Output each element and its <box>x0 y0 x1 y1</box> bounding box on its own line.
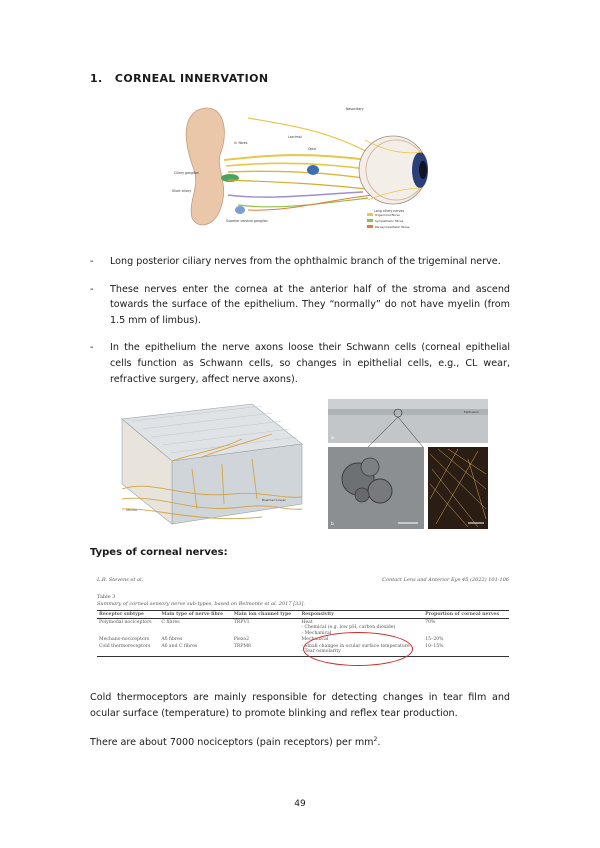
table-cell: Heat - Chemical (e.g. low pH, carbon dioxide) - Mechanical <box>301 619 396 636</box>
table-caption: Summary of corneal sensory nerve sub-types, based on Belmonte et al. 2017 [33]. <box>97 601 305 607</box>
microscopy-figure <box>328 399 488 529</box>
microscopy-panels <box>328 399 488 529</box>
label-epithelium: Epithelium <box>464 410 479 414</box>
paragraph-cold-thermoceptors: Cold thermoceptors are mainly responsible for detecting changes in tear film and ocular surface (temperature) to promote blinking and reflex tear production. <box>90 692 510 719</box>
label-long-ciliary: Long ciliary nerves <box>374 209 405 213</box>
types-heading: Types of corneal nerves: <box>90 547 228 558</box>
table-cell: Aδ and C fibres <box>159 643 231 656</box>
table-cell: C fibres <box>161 619 180 625</box>
bullet-text: Long posterior ciliary nerves from the ophthalmic branch of the trigeminal nerve. <box>110 256 501 267</box>
bullet-item <box>90 340 510 387</box>
table-cell: TRPV1 <box>233 619 250 625</box>
nociceptor-text: There are about 7000 nociceptors (pain receptors) per mm <box>90 737 374 748</box>
label-stroma: Stroma <box>126 508 137 512</box>
table-row <box>97 619 509 637</box>
table-cell: 15–20% <box>425 637 444 643</box>
header-cell: Main type of nerve fibre <box>159 611 231 619</box>
superscript: 2 <box>373 735 378 743</box>
panel-a-label: a <box>331 436 334 441</box>
legend-swatch-parasympathetic <box>367 225 373 228</box>
bullet-dash: - <box>90 342 94 354</box>
table-cell: 10–15% <box>423 643 509 656</box>
label-optic: Optic <box>308 147 317 151</box>
paragraph-nociceptors <box>90 735 510 751</box>
bullet-list <box>90 254 510 399</box>
nociceptor-text-end: . <box>377 737 381 748</box>
innervation-anatomy-figure <box>168 100 430 238</box>
bullet-text: In the epithelium the nerve axons loose their Schwann cells (corneal epithelial cells function as Schwann cells, so changes in epithelial cells, e.g., CL wear, refractive surgery, affect nerve axons). <box>110 342 510 385</box>
label-short-ciliary: Short ciliary <box>172 189 192 193</box>
bullet-dash: - <box>90 283 94 295</box>
table-cell: TRPM8 <box>232 643 300 656</box>
table-cell: Mechanical <box>301 637 329 643</box>
plexus-illustration <box>112 399 308 529</box>
header-cell: Proportion of corneal nerves <box>423 611 509 619</box>
legend-label-parasympathetic: Parasympathetic fibres <box>375 225 410 229</box>
table-cell: Polymodal nociceptors <box>99 619 152 625</box>
label-nasociliary: Nasociliary <box>346 107 364 111</box>
label-lacrimal: Lacrimal <box>288 135 302 139</box>
legend-swatch-sympathetic <box>367 219 373 222</box>
table-cell: Aδ fibres <box>161 637 183 643</box>
anatomy-illustration <box>168 100 430 238</box>
bullet-item <box>90 282 510 329</box>
highlight-oval <box>303 632 413 666</box>
label-superior-cervical-ganglion: Superior cervical ganglion <box>226 219 268 223</box>
legend-label-trigeminal: Trigeminal fibres <box>375 213 400 217</box>
header-cell: Receptor subtype <box>97 611 159 619</box>
table-row <box>97 637 509 644</box>
table-label: Table 3 <box>97 594 116 600</box>
label-ciliary-ganglion: Ciliary ganglion <box>174 171 199 175</box>
header-cell: Main ion channel type <box>232 611 300 619</box>
nerve-subtypes-table-excerpt <box>97 577 509 687</box>
ciliary-ganglion-shape <box>307 165 319 175</box>
table-cell: Cold thermoreceptors <box>97 643 159 656</box>
legend-label-sympathetic: Sympathetic fibres <box>375 219 404 223</box>
table-cell: Piezo2 <box>233 637 250 643</box>
panel-b-label: b <box>331 522 334 527</box>
section-number: 1. <box>90 72 103 85</box>
header-cell: Responsivity <box>299 611 423 619</box>
legend-swatch-trigeminal <box>367 213 373 216</box>
page-number: 49 <box>294 799 306 809</box>
bullet-item <box>90 254 510 270</box>
section-heading <box>90 72 269 85</box>
table-cell: Mechano-nociceptors <box>99 637 150 643</box>
table-header-row <box>97 611 509 619</box>
journal-citation: Contact Lens and Anterior Eye 45 (2022) 101-106 <box>382 577 509 583</box>
bullet-text: These nerves enter the cornea at the anterior half of the stroma and ascend towards the surface of the epithelium. They “normally” do not have myelin (from 1.5 mm of limbus). <box>110 283 510 326</box>
table-cell: - Small changes in ocular surface temperature - Tear osmolarity <box>299 643 423 656</box>
table-cell: 70% <box>425 619 436 625</box>
label-v1-fibres: V₁ fibres <box>234 141 248 145</box>
section-title: CORNEAL INNERVATION <box>114 72 269 85</box>
bullet-dash: - <box>90 256 94 267</box>
journal-authors: L.R. Stevens et al. <box>97 577 144 583</box>
label-bowman: Bowman's layer <box>262 498 286 502</box>
nerve-plexus-figure <box>112 399 308 529</box>
